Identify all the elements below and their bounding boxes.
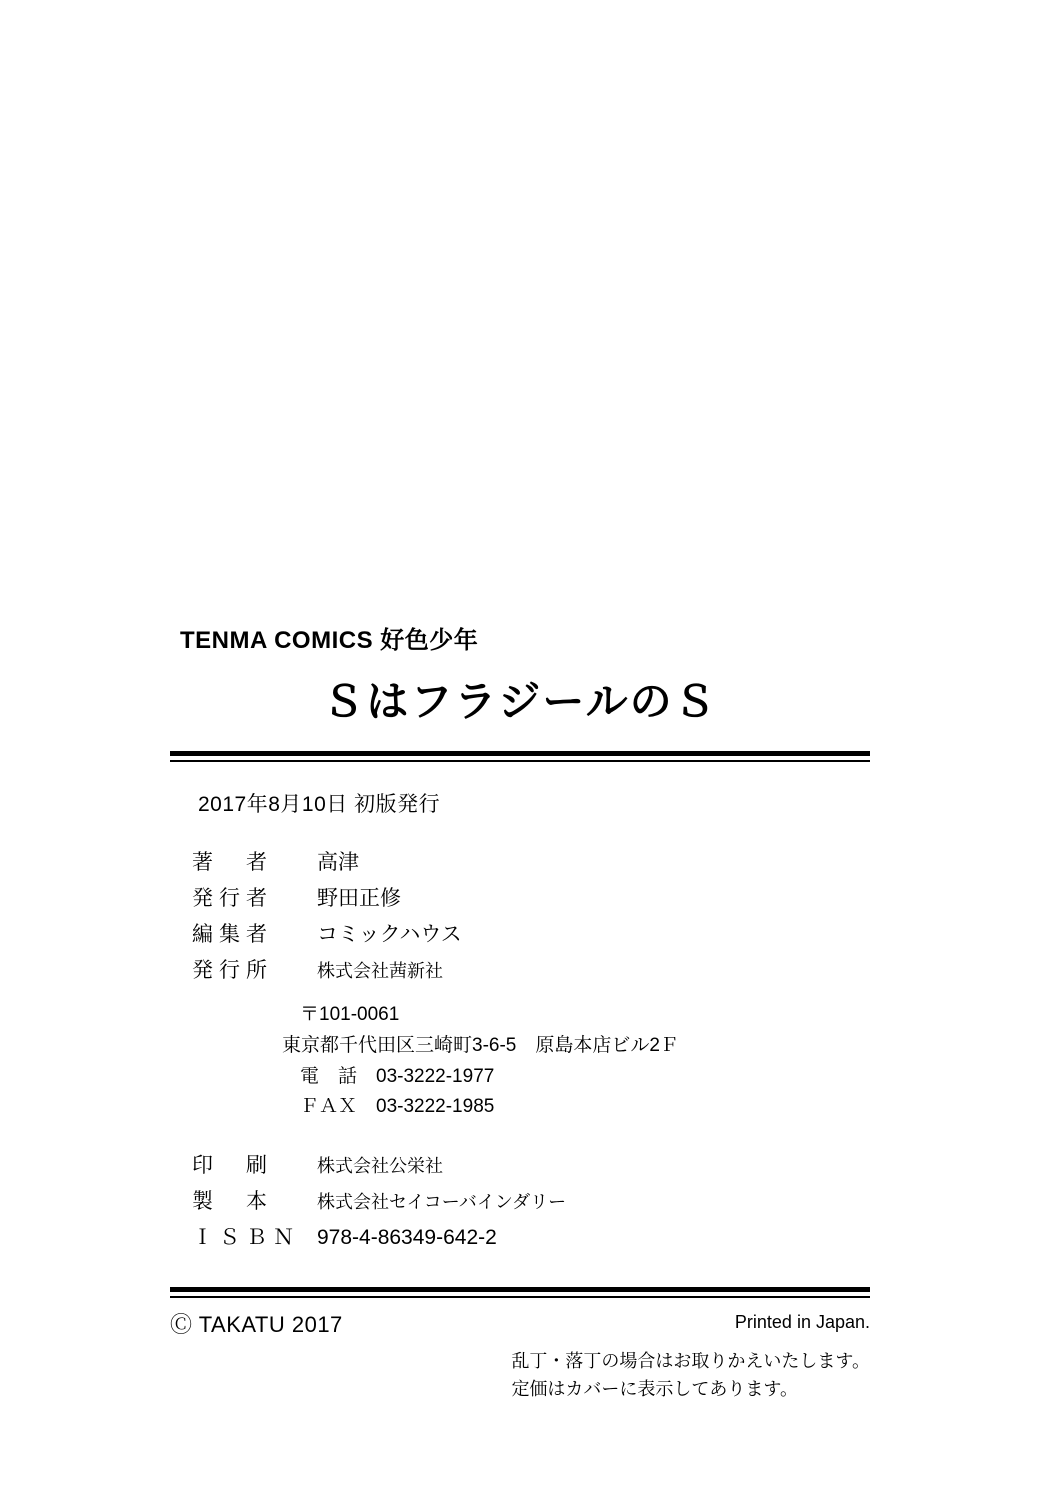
divider-top: [170, 751, 870, 762]
address-street: 東京都千代田区三崎町3-6-5 原島本店ビル2Ｆ: [282, 1034, 679, 1056]
production-label-binding: 製 本: [192, 1190, 273, 1214]
production-label-printing: 印 刷: [192, 1154, 273, 1178]
production-row-binding: [192, 1185, 566, 1221]
address-telephone: 電 話 03-3222-1977: [300, 1065, 495, 1087]
address-fax: ＦＡＸ 03-3222-1985: [300, 1096, 495, 1118]
credits-table: [192, 846, 462, 990]
production-row-printing: [192, 1149, 566, 1185]
address-postal-code: 〒101-0061: [300, 1004, 400, 1025]
production-value-binding: 株式会社セイコーバインダリー: [317, 1192, 567, 1213]
book-title: ＳはフラジールのＳ: [322, 678, 718, 725]
credit-value-editor: コミックハウス: [317, 923, 462, 946]
credit-row-publisher-person: [192, 882, 462, 918]
divider-bottom: [170, 1287, 870, 1298]
production-row-isbn: [192, 1221, 566, 1257]
printed-in-japan: Printed in Japan.: [734, 1312, 870, 1333]
credit-value-author: 高津: [317, 851, 359, 874]
production-value-isbn: 978-4-86349-642-2: [317, 1226, 497, 1250]
publisher-address: [282, 1000, 870, 1123]
credit-label-publisher: 発行所: [192, 959, 273, 982]
footer-notes: [511, 1348, 870, 1404]
production-label-isbn: ＩＳＢＮ: [192, 1226, 300, 1250]
credit-label-author: 著 者: [192, 851, 273, 874]
note-defective-copies: 乱丁・落丁の場合はお取りかえいたします。: [511, 1351, 870, 1372]
publication-date: 2017年8月10日 初版発行: [198, 793, 441, 816]
credit-row-publisher: [192, 954, 462, 990]
credit-label-publisher-person: 発行者: [192, 887, 273, 910]
credit-label-editor: 編集者: [192, 923, 273, 946]
copyright-notice: Ⓒ TAKATU 2017: [170, 1312, 343, 1338]
series-name: TENMA COMICS 好色少年: [180, 627, 479, 654]
note-price-on-cover: 定価はカバーに表示してあります。: [511, 1378, 798, 1399]
credit-row-author: [192, 846, 462, 882]
credit-value-publisher-person: 野田正修: [317, 887, 401, 910]
colophon-block: [170, 620, 870, 1428]
credit-row-editor: [192, 918, 462, 954]
colophon-footer: [170, 1308, 870, 1428]
credit-value-publisher: 株式会社茜新社: [317, 961, 443, 981]
production-value-printing: 株式会社公栄社: [317, 1156, 443, 1177]
production-table: [192, 1149, 566, 1257]
